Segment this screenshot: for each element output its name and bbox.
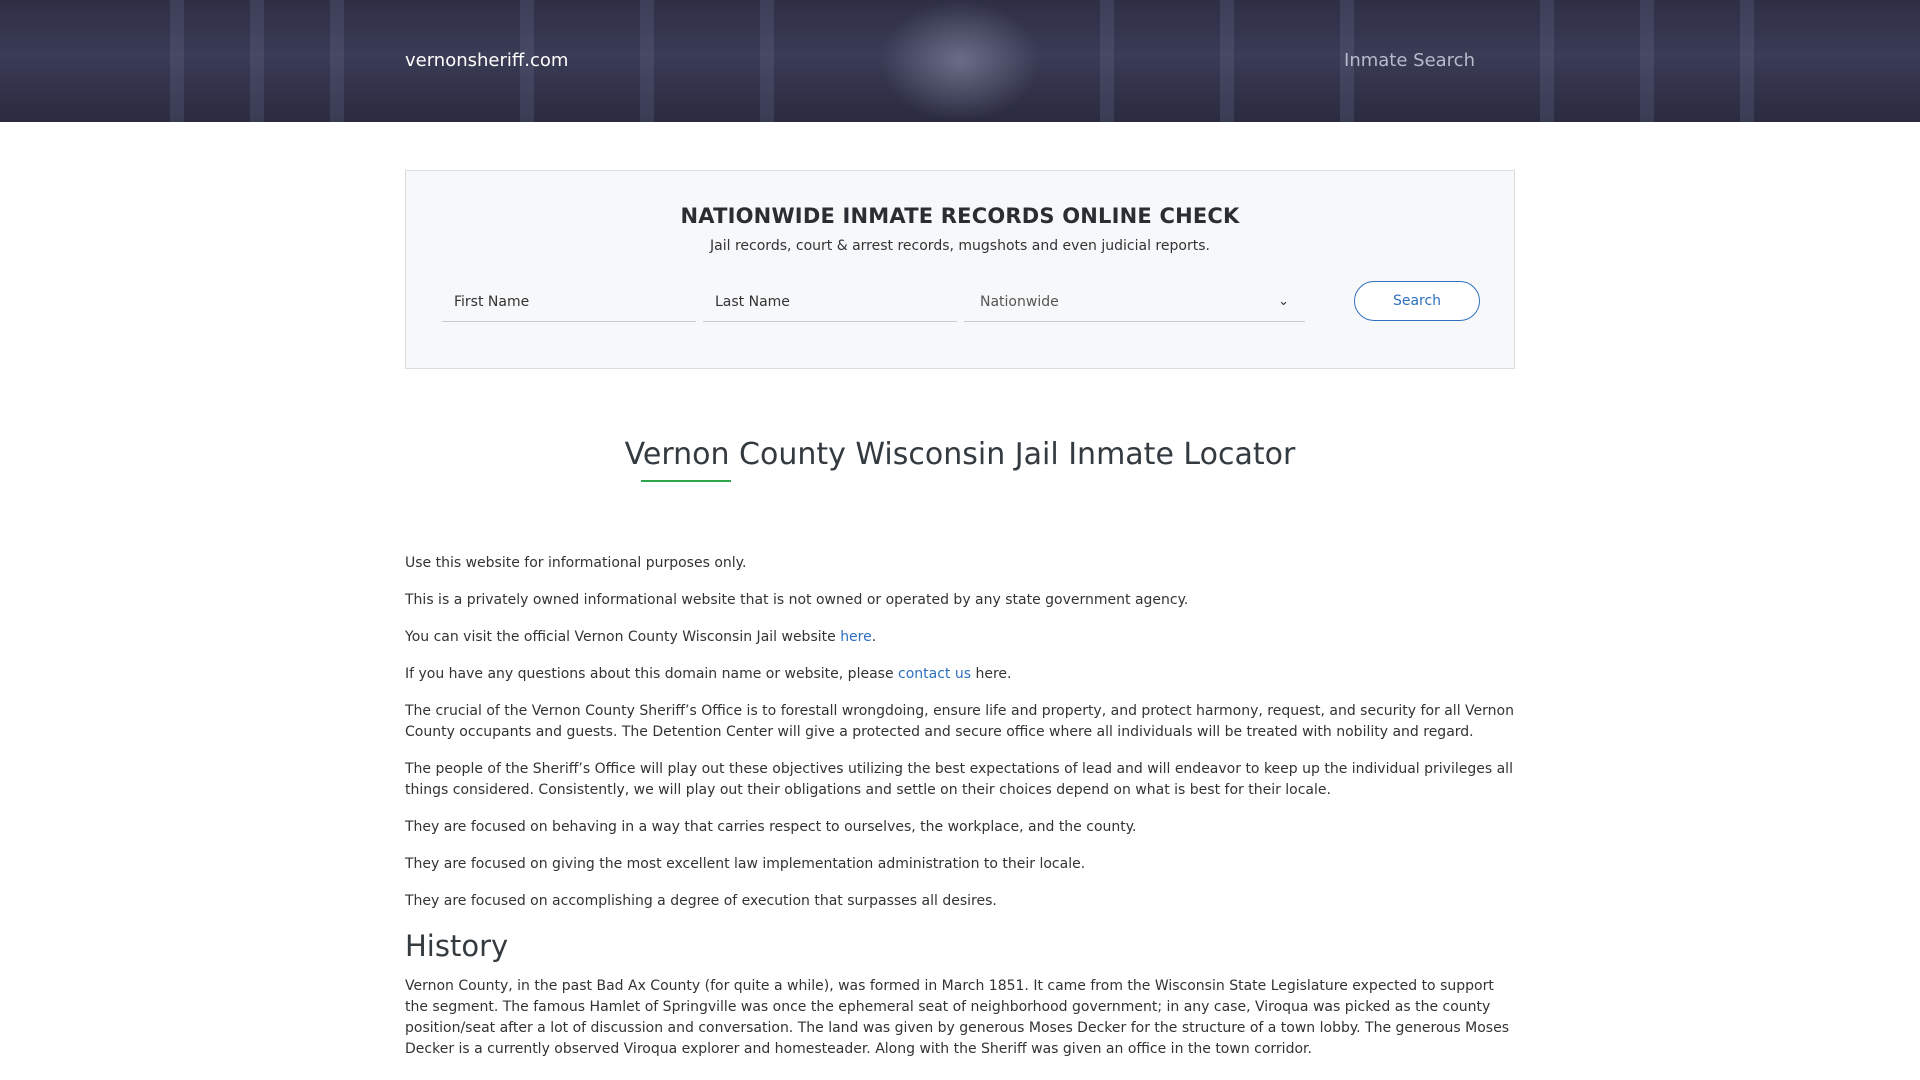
site-header [0,0,1920,122]
title-underline [641,480,731,482]
paragraph: You can visit the official Vernon County Wisconsin Jail website here. [405,629,877,645]
state-select[interactable] [964,282,1305,322]
search-button[interactable]: Search [1354,281,1480,321]
paragraph: Use this website for informational purposes only. [405,555,747,571]
paragraph: Vernon County, in the past Bad Ax County (for quite a while), was formed in March 1851. It came from the Wisconsin State Legislature expected to support the segment. The famous Hamlet of Springville was once the ephemeral seat of neighborhood government; in any case, Viroqua was picked as the county position/seat after a lot of discussion and conversation. The land was given by generous Moses Decker for the structure of a town lobby. The generous Moses Decker is a currently observed Viroqua explorer and homesteader. Along with the Sheriff was given an office in the town corridor. [405,978,1509,1057]
header-background-bars [0,0,1920,122]
official-site-link[interactable]: here [840,629,872,645]
main-content [405,553,1515,1076]
nav-inmate-search[interactable]: Inmate Search [1344,50,1475,71]
paragraph: If you have any questions about this domain name or website, please contact us here. [405,666,1012,682]
paragraph: They are focused on giving the most excellent law implementation administration to their locale. [405,856,1086,872]
paragraph: This is a privately owned informational website that is not owned or operated by any state government agency. [405,592,1189,608]
panel-title: NATIONWIDE INMATE RECORDS ONLINE CHECK [680,204,1240,228]
state-select-value: Nationwide [980,293,1059,310]
panel-subtitle: Jail records, court & arrest records, mugshots and even judicial reports. [710,238,1210,254]
paragraph: The crucial of the Vernon County Sheriff’s Office is to forestall wrongdoing, ensure life and property, and protect harmony, request, and security for all Vernon County occupants and guests. The Detention Center will give a protected and secure office where all individuals will be treated with nobility and regard. [405,703,1514,740]
contact-us-link[interactable]: contact us [898,666,972,682]
paragraph: The people of the Sheriff’s Office will play out these objectives utilizing the best expectations of lead and will endeavor to keep up the individual privileges all things considered. Consistently, we will play out their obligations and settle on their choices depend on what is best for their locale. [405,761,1513,798]
paragraph: They are focused on behaving in a way that carries respect to ourselves, the workplace, and the county. [405,819,1137,835]
history-heading: History [405,929,509,963]
inmate-search-panel [405,170,1515,369]
paragraph: They are focused on accomplishing a degree of execution that surpasses all desires. [405,893,997,909]
brand-link[interactable]: vernonsheriff.com [405,50,569,71]
page-title: Vernon County Wisconsin Jail Inmate Locator [624,437,1296,472]
chevron-down-icon: ⌄ [1278,294,1289,309]
first-name-input[interactable] [442,282,696,322]
last-name-input[interactable] [703,282,957,322]
